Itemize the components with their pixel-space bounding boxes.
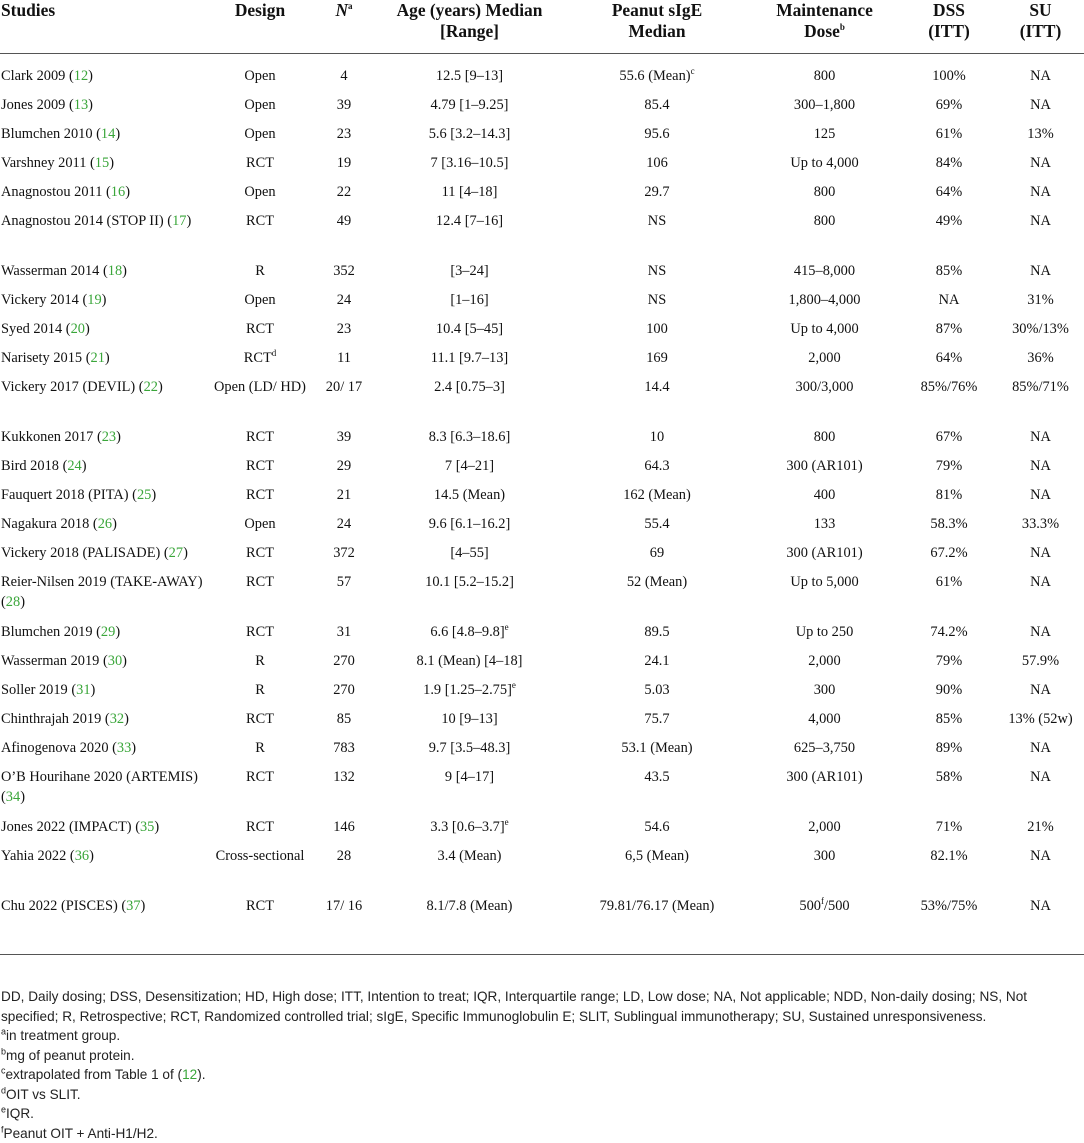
citation-link[interactable]: 32 [110, 711, 124, 727]
cell-dss: 89% [901, 738, 997, 767]
cell-age: [4–55] [373, 543, 566, 572]
cell-study: Bird 2018 (24) [0, 456, 205, 485]
cell-age: 11.1 [9.7–13] [373, 348, 566, 377]
footnote-list [0, 1026, 1084, 1143]
citation-link[interactable]: 36 [75, 848, 89, 864]
cell-age: 11 [4–18] [373, 182, 566, 211]
table-row [0, 514, 1084, 543]
citation-link[interactable]: 24 [67, 458, 81, 474]
citation-link[interactable]: 13 [74, 97, 88, 113]
cell-study: Fauquert 2018 (PITA) (25) [0, 485, 205, 514]
citation-link[interactable]: 20 [71, 321, 85, 337]
footnote-item: $^e$IQR. [0, 1104, 1084, 1124]
cell-su: 13% [997, 124, 1084, 153]
header-n: $N^a$ [315, 0, 373, 54]
table-row [0, 543, 1084, 572]
cell-dose: 2,000 [748, 651, 901, 680]
table-row [0, 290, 1084, 319]
cell-design: R [205, 261, 315, 290]
cell-study: Narisety 2015 (21) [0, 348, 205, 377]
cell-su: NA [997, 896, 1084, 946]
cell-n: 57 [315, 572, 373, 622]
cell-dss: 90% [901, 680, 997, 709]
cell-design: Open (LD/ HD) [205, 377, 315, 427]
cell-sige: 64.3 [566, 456, 748, 485]
cell-dose: 2,000 [748, 817, 901, 846]
cell-age: 7 [4–21] [373, 456, 566, 485]
cell-su: 31% [997, 290, 1084, 319]
cell-dss: 58.3% [901, 514, 997, 543]
table-row [0, 95, 1084, 124]
cell-dss: NA [901, 290, 997, 319]
cell-n: 132 [315, 767, 373, 817]
cell-dose: 800 [748, 427, 901, 456]
cell-study: Chu 2022 (PISCES) (37) [0, 896, 205, 946]
cell-design: RCT [205, 456, 315, 485]
cell-study: Syed 2014 (20) [0, 319, 205, 348]
cell-dss: 85% [901, 261, 997, 290]
cell-dss: 85%/76% [901, 377, 997, 427]
cell-n: 17/ 16 [315, 896, 373, 946]
cell-dose: 300 [748, 846, 901, 896]
table-row [0, 182, 1084, 211]
cell-sige: 53.1 (Mean) [566, 738, 748, 767]
cell-su: NA [997, 54, 1084, 95]
cell-study: Yahia 2022 (36) [0, 846, 205, 896]
cell-n: 783 [315, 738, 373, 767]
cell-sige: 106 [566, 153, 748, 182]
cell-sige: NS [566, 261, 748, 290]
cell-age: 9.6 [6.1–16.2] [373, 514, 566, 543]
cell-dose: 415–8,000 [748, 261, 901, 290]
cell-sige: 95.6 [566, 124, 748, 153]
cell-study: Wasserman 2014 (18) [0, 261, 205, 290]
citation-link[interactable]: 26 [98, 516, 112, 532]
cell-su: NA [997, 572, 1084, 622]
cell-study: Vickery 2017 (DEVIL) (22) [0, 377, 205, 427]
header-design: Design [205, 0, 315, 54]
citation-link[interactable]: 16 [111, 184, 125, 200]
cell-age: 4.79 [1–9.25] [373, 95, 566, 124]
cell-design: RCT [205, 572, 315, 622]
cell-age: 12.4 [7–16] [373, 211, 566, 261]
cell-design: Cross-sectional [205, 846, 315, 896]
cell-age: 10.1 [5.2–15.2] [373, 572, 566, 622]
cell-age: 10 [9–13] [373, 709, 566, 738]
cell-n: 29 [315, 456, 373, 485]
citation-link[interactable]: 23 [102, 429, 116, 445]
cell-su: NA [997, 95, 1084, 124]
footnote-item: $^a$in treatment group. [0, 1026, 1084, 1046]
cell-design: RCT [205, 709, 315, 738]
cell-sige: 85.4 [566, 95, 748, 124]
cell-sige: 14.4 [566, 377, 748, 427]
cell-dss: 64% [901, 182, 997, 211]
table-header [0, 0, 1084, 54]
table-row [0, 153, 1084, 182]
cell-dss: 87% [901, 319, 997, 348]
cell-dose: 800 [748, 182, 901, 211]
cell-su: NA [997, 543, 1084, 572]
cell-study: Chinthrajah 2019 (32) [0, 709, 205, 738]
cell-n: 352 [315, 261, 373, 290]
cell-su: 85%/71% [997, 377, 1084, 427]
cell-sige: NS [566, 211, 748, 261]
citation-link[interactable]: 37 [126, 898, 140, 914]
header-sige: Peanut sIgE Median [566, 0, 748, 54]
cell-dose: 800 [748, 211, 901, 261]
cell-dose: Up to 250 [748, 622, 901, 651]
cell-n: 85 [315, 709, 373, 738]
cell-dss: 71% [901, 817, 997, 846]
table-row [0, 622, 1084, 651]
footnote-item: $^c$extrapolated from Table 1 of (12). [0, 1065, 1084, 1085]
cell-study: Reier-Nilsen 2019 (TAKE-AWAY) (28) [0, 572, 205, 622]
cell-age: 2.4 [0.75–3] [373, 377, 566, 427]
cell-age: 8.1/7.8 (Mean) [373, 896, 566, 946]
footnote-item: $^b$mg of peanut protein. [0, 1046, 1084, 1066]
cell-su: NA [997, 767, 1084, 817]
cell-su: NA [997, 738, 1084, 767]
citation-link[interactable]: 29 [101, 624, 115, 640]
cell-sige: 75.7 [566, 709, 748, 738]
table-row [0, 651, 1084, 680]
cell-dss: 85% [901, 709, 997, 738]
cell-su: 36% [997, 348, 1084, 377]
cell-dose: 300 [748, 680, 901, 709]
cell-study: Nagakura 2018 (26) [0, 514, 205, 543]
cell-design: Open [205, 54, 315, 95]
table-row [0, 261, 1084, 290]
cell-n: 22 [315, 182, 373, 211]
header-age: Age (years) Median [Range] [373, 0, 566, 54]
cell-age: 12.5 [9–13] [373, 54, 566, 95]
cell-n: 4 [315, 54, 373, 95]
cell-dose: 1,800–4,000 [748, 290, 901, 319]
cell-study: Vickery 2018 (PALISADE) (27) [0, 543, 205, 572]
cell-n: 19 [315, 153, 373, 182]
table-row [0, 738, 1084, 767]
table-row [0, 377, 1084, 427]
cell-n: 23 [315, 124, 373, 153]
cell-study: Vickery 2014 (19) [0, 290, 205, 319]
cell-sige: 43.5 [566, 767, 748, 817]
cell-sige: 100 [566, 319, 748, 348]
cell-dss: 81% [901, 485, 997, 514]
table-footnotes [0, 954, 1084, 1143]
cell-sige: NS [566, 290, 748, 319]
cell-study: Anagnostou 2014 (STOP II) (17) [0, 211, 205, 261]
cell-sige: 52 (Mean) [566, 572, 748, 622]
cell-sige: 69 [566, 543, 748, 572]
citation-link[interactable]: 27 [169, 545, 183, 561]
citation-link[interactable]: 35 [140, 819, 154, 835]
cell-design: R [205, 738, 315, 767]
cell-n: 49 [315, 211, 373, 261]
cell-design: R [205, 651, 315, 680]
table-row [0, 54, 1084, 95]
cell-n: 21 [315, 485, 373, 514]
cell-n: 31 [315, 622, 373, 651]
cell-dss: 61% [901, 124, 997, 153]
cell-design: Open [205, 182, 315, 211]
cell-su: 13% (52w) [997, 709, 1084, 738]
cell-study: Wasserman 2019 (30) [0, 651, 205, 680]
cell-n: 23 [315, 319, 373, 348]
cell-dss: 64% [901, 348, 997, 377]
cell-dss: 100% [901, 54, 997, 95]
cell-age: 9 [4–17] [373, 767, 566, 817]
cell-n: 20/ 17 [315, 377, 373, 427]
cell-dose: 300/3,000 [748, 377, 901, 427]
cell-design: Open [205, 124, 315, 153]
cell-age: 5.6 [3.2–14.3] [373, 124, 566, 153]
cell-dose: Up to 4,000 [748, 319, 901, 348]
cell-sige: 24.1 [566, 651, 748, 680]
cell-design: RCT [205, 817, 315, 846]
cell-design: RCT [205, 485, 315, 514]
cell-dss: 67.2% [901, 543, 997, 572]
cell-design: Open [205, 514, 315, 543]
citation-link[interactable]: 34 [6, 789, 20, 805]
cell-design: Open [205, 290, 315, 319]
cell-dss: 84% [901, 153, 997, 182]
cell-dose: 300 (AR101) [748, 456, 901, 485]
cell-dss: 82.1% [901, 846, 997, 896]
cell-n: 39 [315, 427, 373, 456]
cell-dose: Up to 4,000 [748, 153, 901, 182]
cell-study: Clark 2009 (12) [0, 54, 205, 95]
citation-link[interactable]: 12 [182, 1067, 197, 1082]
cell-dose: Up to 5,000 [748, 572, 901, 622]
citation-link[interactable]: 28 [6, 594, 20, 610]
cell-sige: 54.6 [566, 817, 748, 846]
cell-su: NA [997, 680, 1084, 709]
table-row [0, 427, 1084, 456]
cell-dss: 79% [901, 651, 997, 680]
cell-sige: 6,5 (Mean) [566, 846, 748, 896]
table-row [0, 767, 1084, 817]
cell-dose: 400 [748, 485, 901, 514]
cell-dose: 625–3,750 [748, 738, 901, 767]
cell-n: 270 [315, 680, 373, 709]
cell-study: Varshney 2011 (15) [0, 153, 205, 182]
citation-link[interactable]: 25 [137, 487, 151, 503]
cell-sige: 169 [566, 348, 748, 377]
table-row [0, 319, 1084, 348]
cell-study: Blumchen 2019 (29) [0, 622, 205, 651]
cell-dose: 133 [748, 514, 901, 543]
cell-n: 24 [315, 514, 373, 543]
cell-design: RCT [205, 211, 315, 261]
cell-design: Open [205, 95, 315, 124]
cell-dss: 69% [901, 95, 997, 124]
cell-study: Kukkonen 2017 (23) [0, 427, 205, 456]
cell-study: Jones 2022 (IMPACT) (35) [0, 817, 205, 846]
cell-n: 11 [315, 348, 373, 377]
cell-dss: 67% [901, 427, 997, 456]
cell-age: 3.3 $[0.6-3.7]^e$ [373, 817, 566, 846]
footnote-item: $^f$Peanut OIT + Anti-H1/H2. [0, 1124, 1084, 1143]
cell-age: 7 [3.16–10.5] [373, 153, 566, 182]
cell-sige: 79.81/76.17 (Mean) [566, 896, 748, 946]
cell-su: NA [997, 153, 1084, 182]
cell-dose: 500$^f$/500 [748, 896, 901, 946]
cell-su: NA [997, 485, 1084, 514]
table-row [0, 485, 1084, 514]
table-row [0, 817, 1084, 846]
cell-n: 146 [315, 817, 373, 846]
cell-design: RCT [205, 767, 315, 817]
cell-age: 9.7 [3.5–48.3] [373, 738, 566, 767]
cell-design: RCT [205, 543, 315, 572]
table-row [0, 348, 1084, 377]
cell-n: 270 [315, 651, 373, 680]
abbreviations-note: DD, Daily dosing; DSS, Desensitization; HD, High dose; ITT, Intention to treat; IQR, Interquartile range; LD, Low dose; NA, Not applicable; NDD, Non-daily dosing; NS, Not specified; R, Retrospective; RCT, Randomized controlled trial; sIgE, Specific Immunoglobulin E; SLIT, Sublingual immunotherapy; SU, Sustained unresponsiveness. [0, 987, 1084, 1026]
cell-dose: 2,000 [748, 348, 901, 377]
cell-age: [1–16] [373, 290, 566, 319]
cell-study: Afinogenova 2020 (33) [0, 738, 205, 767]
table-row [0, 680, 1084, 709]
cell-su: NA [997, 261, 1084, 290]
cell-design: RCT [205, 427, 315, 456]
cell-su: NA [997, 211, 1084, 261]
citation-link[interactable]: 19 [87, 292, 101, 308]
cell-sige: 89.5 [566, 622, 748, 651]
cell-su: NA [997, 622, 1084, 651]
footnote-item: $^d$OIT vs SLIT. [0, 1085, 1084, 1105]
cell-dss: 79% [901, 456, 997, 485]
cell-age: 8.3 [6.3–18.6] [373, 427, 566, 456]
table-row [0, 846, 1084, 896]
cell-n: 39 [315, 95, 373, 124]
header-dss: DSS (ITT) [901, 0, 997, 54]
table-row [0, 124, 1084, 153]
cell-dose: 300 (AR101) [748, 543, 901, 572]
cell-su: 21% [997, 817, 1084, 846]
cell-age: 1.9 $[1.25-2.75]^e$ [373, 680, 566, 709]
cell-sige: 55.4 [566, 514, 748, 543]
table-row [0, 456, 1084, 485]
cell-age: 3.4 (Mean) [373, 846, 566, 896]
citation-link[interactable]: 31 [76, 682, 90, 698]
cell-age: [3–24] [373, 261, 566, 290]
cell-age: 8.1 (Mean) [4–18] [373, 651, 566, 680]
cell-su: 30%/13% [997, 319, 1084, 348]
cell-study: Blumchen 2010 (14) [0, 124, 205, 153]
cell-su: 57.9% [997, 651, 1084, 680]
citation-link[interactable]: 30 [108, 653, 122, 669]
cell-design: RCT [205, 319, 315, 348]
cell-study: Anagnostou 2011 (16) [0, 182, 205, 211]
cell-sige: 10 [566, 427, 748, 456]
table-row [0, 709, 1084, 738]
cell-dss: 49% [901, 211, 997, 261]
table-body [0, 54, 1084, 946]
cell-dss: 53%/75% [901, 896, 997, 946]
cell-dose: 800 [748, 54, 901, 95]
cell-sige: 55.6 (Mean)$^c$ [566, 54, 748, 95]
cell-study: Soller 2019 (31) [0, 680, 205, 709]
cell-su: NA [997, 846, 1084, 896]
table-row [0, 896, 1084, 946]
cell-sige: 29.7 [566, 182, 748, 211]
citation-link[interactable]: 21 [91, 350, 105, 366]
cell-age: 14.5 (Mean) [373, 485, 566, 514]
citation-link[interactable]: 33 [117, 740, 131, 756]
cell-dose: 4,000 [748, 709, 901, 738]
cell-age: 10.4 [5–45] [373, 319, 566, 348]
cell-dose: 300–1,800 [748, 95, 901, 124]
cell-study: O’B Hourihane 2020 (ARTEMIS) (34) [0, 767, 205, 817]
cell-dss: 74.2% [901, 622, 997, 651]
cell-sige: 5.03 [566, 680, 748, 709]
cell-n: 372 [315, 543, 373, 572]
cell-design: RCT [205, 622, 315, 651]
cell-design: RCT [205, 153, 315, 182]
cell-dose: 125 [748, 124, 901, 153]
citation-link[interactable]: 12 [74, 68, 88, 84]
cell-design: R [205, 680, 315, 709]
cell-su: 33.3% [997, 514, 1084, 543]
cell-design: RCT [205, 896, 315, 946]
cell-study: Jones 2009 (13) [0, 95, 205, 124]
cell-age: 6.6 $[4.8-9.8]^e$ [373, 622, 566, 651]
citation-link[interactable]: 18 [108, 263, 122, 279]
citation-link[interactable]: 14 [101, 126, 115, 142]
cell-n: 28 [315, 846, 373, 896]
citation-link[interactable]: 22 [144, 379, 158, 395]
table-row [0, 572, 1084, 622]
header-su: SU (ITT) [997, 0, 1084, 54]
cell-sige: 162 (Mean) [566, 485, 748, 514]
cell-design: RCT$^d$ [205, 348, 315, 377]
citation-link[interactable]: 17 [172, 213, 186, 229]
header-dose: Maintenance Dose$^b$ [748, 0, 901, 54]
cell-n: 24 [315, 290, 373, 319]
cell-dss: 58% [901, 767, 997, 817]
cell-su: NA [997, 427, 1084, 456]
header-studies: Studies [0, 0, 205, 54]
cell-su: NA [997, 456, 1084, 485]
citation-link[interactable]: 15 [95, 155, 109, 171]
cell-su: NA [997, 182, 1084, 211]
table-row [0, 211, 1084, 261]
cell-dose: 300 (AR101) [748, 767, 901, 817]
cell-dss: 61% [901, 572, 997, 622]
